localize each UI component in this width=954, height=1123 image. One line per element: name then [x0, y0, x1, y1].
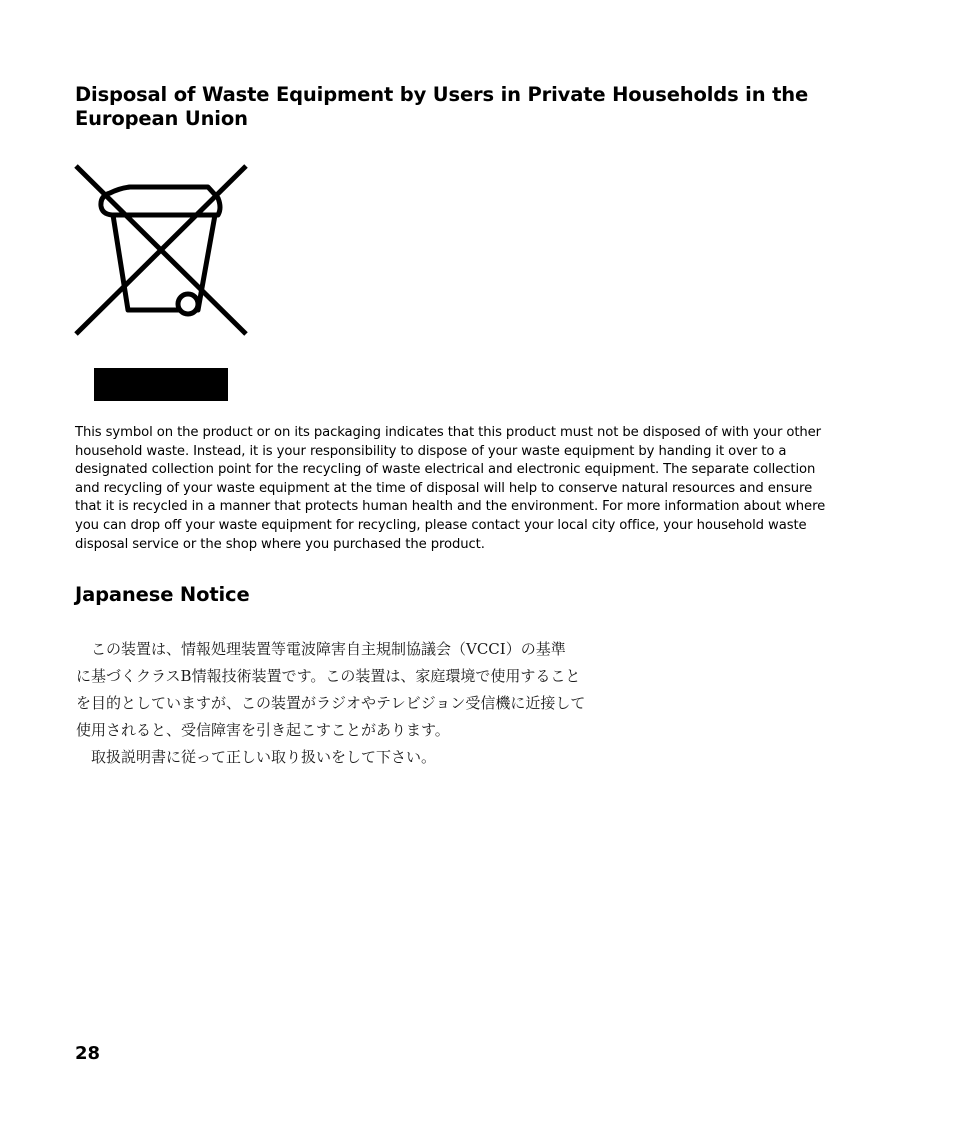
paragraph-line: designated collection point for the recycling of waste electrical and electronic equipment. The separate collection [75, 462, 816, 478]
section-title-weee-disposal [75, 83, 855, 131]
paragraph-line: you can drop off your waste equipment for recycling, please contact your local city office, your household waste [75, 517, 807, 533]
notice-line: 使用されると、受信障害を引き起こすことがあります。 [76, 721, 450, 739]
black-bar-marker [94, 368, 228, 401]
notice-line: を目的としていますが、この装置がラジオやテレビジョン受信機に近接して [76, 694, 586, 712]
notice-line: この装置は、情報処理装置等電波障害自主規制協議会（VCCI）の基準 [76, 640, 566, 658]
section-title-japanese-notice: Japanese Notice [75, 583, 250, 606]
notice-line: 取扱説明書に従って正しい取り扱いをして下さい。 [76, 748, 437, 766]
title-line-1: Disposal of Waste Equipment by Users in Private Households in the [75, 83, 809, 106]
weee-paragraph [75, 424, 847, 554]
notice-line: に基づくクラスB情報技術装置です。この装置は、家庭環境で使用すること [76, 667, 581, 685]
crossed-out-wheelie-bin-icon [70, 160, 252, 342]
paragraph-line: household waste. Instead, it is your responsibility to dispose of your waste equipment by handing it over to a [75, 443, 787, 459]
title-line-2: European Union [75, 107, 248, 130]
paragraph-line: that it is recycled in a manner that protects human health and the environment. For more information about where [75, 499, 826, 515]
paragraph-line: and recycling of your waste equipment at the time of disposal will help to conserve natural resources and ensure [75, 480, 813, 496]
page-number: 28 [75, 1043, 101, 1064]
japanese-notice-text [76, 636, 636, 771]
paragraph-line: disposal service or the shop where you purchased the product. [75, 536, 485, 552]
paragraph-line: This symbol on the product or on its packaging indicates that this product must not be disposed of with your other [75, 425, 821, 440]
